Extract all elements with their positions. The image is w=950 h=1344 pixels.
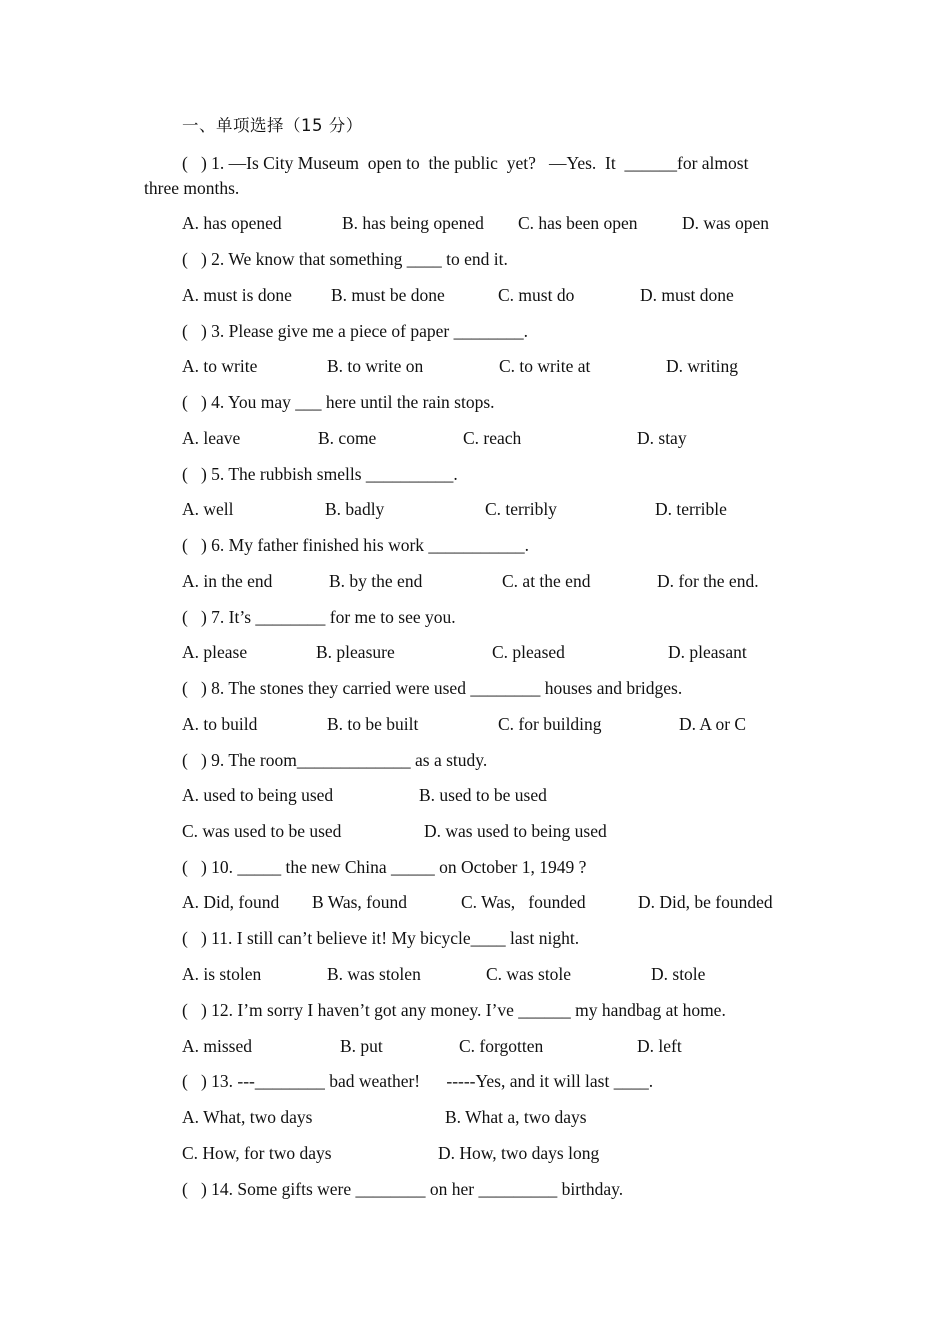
question-7-option-b[interactable]: B. pleasure [316,642,395,662]
question-1-option-c[interactable]: C. has been open [518,213,638,233]
question-10-option-c[interactable]: C. Was, founded [461,892,586,912]
question-4-option-a[interactable]: A. leave [182,428,241,448]
question-2-option-a[interactable]: A. must is done [182,285,292,305]
question-8-option-c[interactable]: C. for building [498,714,602,734]
question-3-option-d[interactable]: D. writing [666,356,738,376]
section-heading: 一、单项选择（15 分） [182,116,363,135]
question-13-option-d[interactable]: D. How, two days long [438,1143,600,1163]
question-10-option-a[interactable]: A. Did, found [182,892,280,912]
question-2-stem: ( ) 2. We know that something ____ to end it. [182,249,508,269]
question-10-option-d[interactable]: D. Did, be founded [638,892,773,912]
question-11-option-a[interactable]: A. is stolen [182,964,262,984]
question-12-option-a[interactable]: A. missed [182,1036,252,1056]
question-3-option-c[interactable]: C. to write at [499,356,591,376]
question-1-stem: ( ) 1. —Is City Museum open to the public yet? —Yes. It ______for almost [182,153,749,173]
question-13-stem: ( ) 13. ---________ bad weather! -----Yes, and it will last ____. [182,1071,654,1091]
question-1-option-d[interactable]: D. was open [682,213,769,233]
question-10-stem: ( ) 10. _____ the new China _____ on October 1, 1949 ? [182,857,587,877]
question-13-option-b[interactable]: B. What a, two days [445,1107,587,1127]
question-2-option-b[interactable]: B. must be done [331,285,445,305]
question-5-option-b[interactable]: B. badly [325,499,385,519]
question-11-option-b[interactable]: B. was stolen [327,964,421,984]
question-4-option-b[interactable]: B. come [318,428,377,448]
question-1-stem-continued: three months. [144,178,240,198]
question-11-option-d[interactable]: D. stole [651,964,706,984]
question-13-option-c[interactable]: C. How, for two days [182,1143,332,1163]
question-6-option-d[interactable]: D. for the end. [657,571,759,591]
question-7-stem: ( ) 7. It’s ________ for me to see you. [182,607,456,627]
question-3-stem: ( ) 3. Please give me a piece of paper ________. [182,321,528,341]
question-6-option-c[interactable]: C. at the end [502,571,591,591]
question-9-option-b[interactable]: B. used to be used [419,785,547,805]
question-9-option-d[interactable]: D. was used to being used [424,821,607,841]
question-1-option-a[interactable]: A. has opened [182,213,282,233]
question-10-option-b[interactable]: B Was, found [312,892,408,912]
question-8-option-b[interactable]: B. to be built [327,714,419,734]
question-5-option-a[interactable]: A. well [182,499,234,519]
question-14-stem: ( ) 14. Some gifts were ________ on her _________ birthday. [182,1179,624,1199]
question-13-option-a[interactable]: A. What, two days [182,1107,313,1127]
question-5-stem: ( ) 5. The rubbish smells __________. [182,464,458,484]
question-3-option-b[interactable]: B. to write on [327,356,424,376]
question-7-option-c[interactable]: C. pleased [492,642,565,662]
question-3-option-a[interactable]: A. to write [182,356,258,376]
question-4-option-d[interactable]: D. stay [637,428,687,448]
question-12-stem: ( ) 12. I’m sorry I haven’t got any money. I’ve ______ my handbag at home. [182,1000,726,1020]
question-11-option-c[interactable]: C. was stole [486,964,572,984]
question-12-option-c[interactable]: C. forgotten [459,1036,544,1056]
question-6-option-b[interactable]: B. by the end [329,571,423,591]
question-9-option-a[interactable]: A. used to being used [182,785,334,805]
question-4-option-c[interactable]: C. reach [463,428,522,448]
question-5-option-c[interactable]: C. terribly [485,499,557,519]
question-8-option-a[interactable]: A. to build [182,714,258,734]
question-11-stem: ( ) 11. I still can’t believe it! My bicycle____ last night. [182,928,580,948]
question-8-option-d[interactable]: D. A or C [679,714,747,734]
question-4-stem: ( ) 4. You may ___ here until the rain stops. [182,392,495,412]
question-5-option-d[interactable]: D. terrible [655,499,727,519]
question-7-option-d[interactable]: D. pleasant [668,642,747,662]
question-1-option-b[interactable]: B. has being opened [342,213,484,233]
question-6-stem: ( ) 6. My father finished his work ___________. [182,535,530,555]
question-9-option-c[interactable]: C. was used to be used [182,821,342,841]
question-6-option-a[interactable]: A. in the end [182,571,273,591]
question-12-option-b[interactable]: B. put [340,1036,383,1056]
question-2-option-c[interactable]: C. must do [498,285,575,305]
question-8-stem: ( ) 8. The stones they carried were used ________ houses and bridges. [182,678,683,698]
question-9-stem: ( ) 9. The room_____________ as a study. [182,750,488,770]
question-12-option-d[interactable]: D. left [637,1036,682,1056]
question-7-option-a[interactable]: A. please [182,642,248,662]
question-2-option-d[interactable]: D. must done [640,285,734,305]
